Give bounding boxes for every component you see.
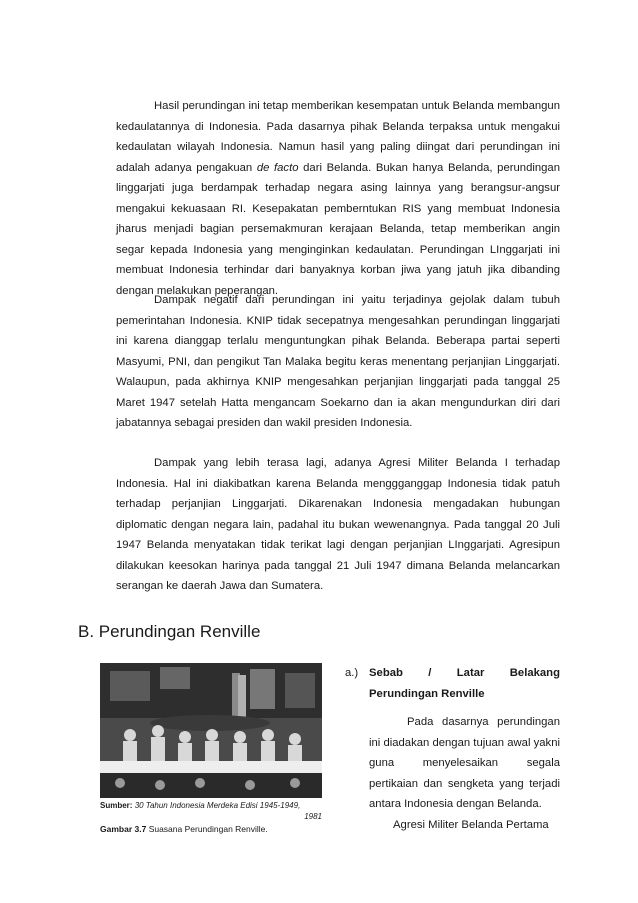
subsection-title-line-1: Sebab / Latar Belakang <box>369 667 560 679</box>
italic-term: de facto <box>256 161 299 174</box>
subsection-body <box>369 712 560 835</box>
paragraph-1-text: Hasil perundingan ini tetap memberikan kesempatan untuk Belanda membangun kedaulatannya di Indonesia. Pada dasarnya pihak Belanda terpaksa untuk mengakui kedaulatan wilayah Indonesia. Namun hasil yang paling diingat dari perundingan ini adalah adanya pengakuan de facto dari Belanda. Bukan hanya Belanda, perundingan linggarjati juga berdampak terhadap negara asing lainnya yang berangsur-angsur mengakui kekuasaan RI. Kesepakatan pemberntukan RIS yang membuat Indonesia jharus menjadi bagian persemakmuran kerajaan Belanda, tetap memberikan angin segar kepada Indonesia yang menginginkan kedaulatan. Perundingan LInggarjati ini membuat Indonesia terhindar dari banyaknya korban jiwa yang jatuh jika dibanding dengan melakukan peperangan. <box>116 100 560 297</box>
source-text: 30 Tahun Indonesia Merdeka Edisi 1945-1949, <box>134 801 301 810</box>
subsection-paragraph-1: Pada dasarnya perundingan ini diadakan dengan tujuan awal yakni guna menyelesaikan segala pertikaian dan sengketa yang terjadi antara Indonesia dengan Belanda. <box>369 716 560 810</box>
section-heading: B. Perundingan Renville <box>78 622 261 641</box>
subsection-paragraph-2: Agresi Militer Belanda Pertama <box>393 818 549 831</box>
subsection-title <box>369 663 560 704</box>
photo-source <box>100 801 328 812</box>
paragraph-1 <box>116 96 560 301</box>
photo-illustration <box>100 663 322 798</box>
paragraph-2-text: Dampak negatif dari perundingan ini yaitu terjadinya gejolak dalam tubuh pemerintahan Indonesia. KNIP tidak secepatnya mengesahkan perundingan linggarjati ini karena dianggap terlalu menguntungkan pihak Belanda. Beberapa partai seperti Masyumi, PNI, dan pengikut Tan Malaka begitu keras menentang perjanjian Linggarjati. Walaupun, pada akhirnya KNIP mengesahkan perjanjian linggarjati pada tanggal 25 Maret 1947 setelah Hatta mengancam Soekarno dan ia akan mengundurkan diri dari jabatannya sebagai presiden dan wakil presiden Indonesia. <box>116 294 560 429</box>
source-label: Sumber: <box>100 801 133 810</box>
paragraph-3-text: Dampak yang lebih terasa lagi, adanya Agresi Militer Belanda I terhadap Indonesia. Hal ini diakibatkan karena Belanda menggganggap Indonesia tidak patuh terhadap perjanjian Linggarjati. Dikarenakan Indonesia mengadakan hubungan diplomatic dengan negara lain, padahal itu bukan wewenangnya. Pada tanggal 20 Juli 1947 Belanda menyatakan tidak terikat lagi dengan perjanjian LInggarjati. Agresipun dilakukan keesokan harinya pada tanggal 21 Juli 1947 dimana Belanda melancarkan serangan ke daerah Jawa dan Sumatera. <box>116 457 560 592</box>
source-year: 1981 <box>304 812 322 821</box>
subsection-label: a.) <box>345 667 359 679</box>
renville-photo <box>100 663 322 798</box>
paragraph-2 <box>116 290 560 434</box>
paragraph-3 <box>116 453 560 597</box>
caption-label: Gambar 3.7 <box>100 824 147 834</box>
caption-text: Suasana Perundingan Renville. <box>148 824 268 834</box>
figure-caption <box>100 824 268 835</box>
subsection-title-line-2: Perundingan Renville <box>369 687 485 700</box>
